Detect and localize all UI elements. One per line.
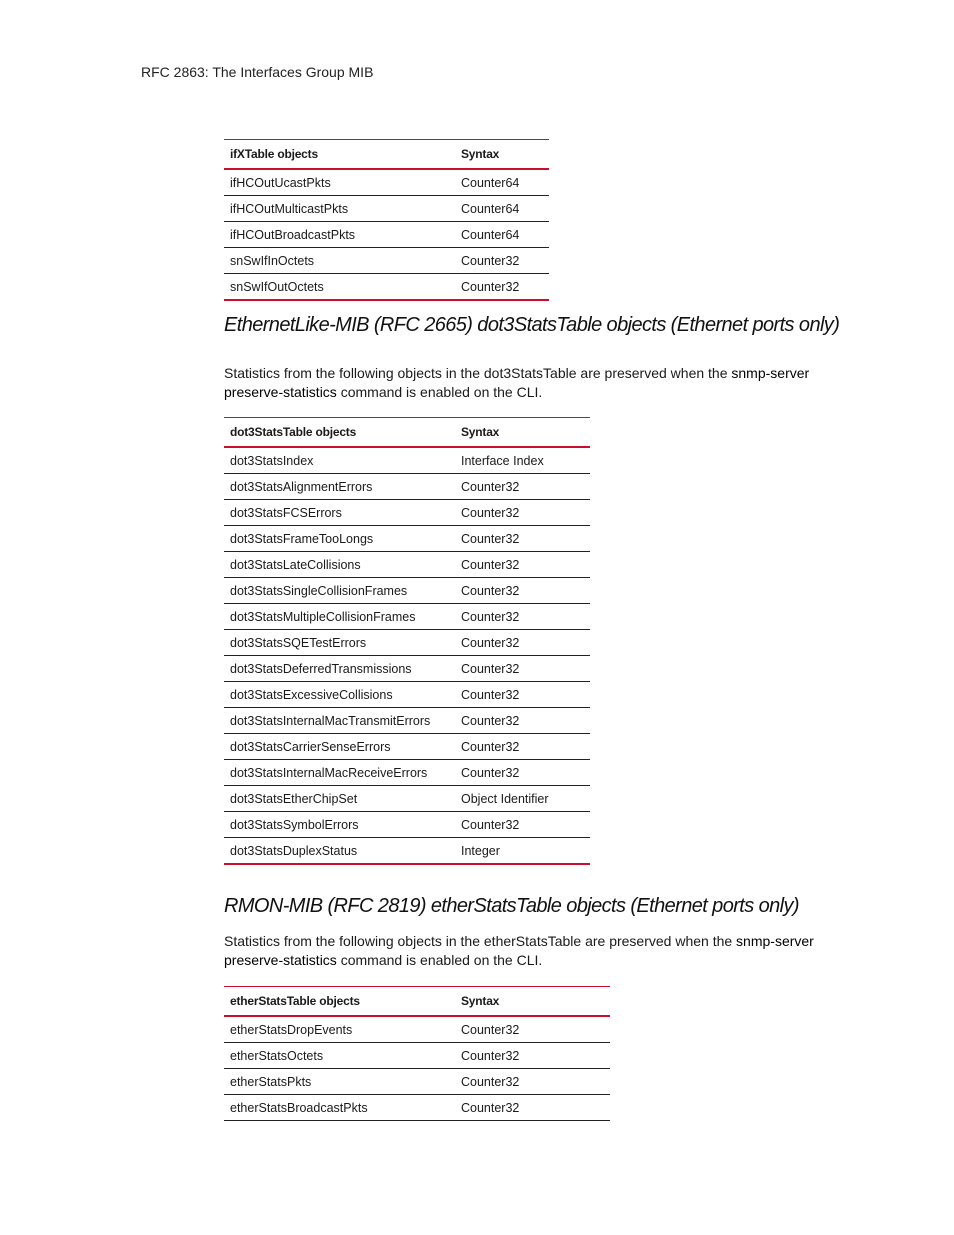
object-name-cell: snSwIfInOctets [224, 248, 455, 274]
syntax-cell: Counter64 [455, 169, 549, 196]
table-row [224, 222, 549, 248]
table-header-row [224, 987, 610, 1017]
column-header-syntax: Syntax [455, 987, 610, 1017]
syntax-cell: Counter32 [455, 552, 590, 578]
syntax-cell: Counter32 [455, 604, 590, 630]
column-header-objects: ifXTable objects [224, 140, 455, 170]
paragraph-text: command is enabled on the CLI. [336, 952, 543, 968]
table-row [224, 708, 590, 734]
syntax-cell: Counter32 [455, 500, 590, 526]
etherstatstable-objects-table [224, 986, 610, 1121]
object-name-cell: dot3StatsInternalMacTransmitErrors [224, 708, 455, 734]
table-row [224, 656, 590, 682]
column-header-syntax: Syntax [455, 140, 549, 170]
table-row [224, 812, 590, 838]
table-row [224, 196, 549, 222]
syntax-cell: Counter32 [455, 630, 590, 656]
table-row [224, 526, 590, 552]
syntax-cell: Counter32 [455, 274, 549, 301]
table-row [224, 552, 590, 578]
syntax-cell: Counter32 [455, 474, 590, 500]
object-name-cell: dot3StatsSQETestErrors [224, 630, 455, 656]
table-row [224, 248, 549, 274]
object-name-cell: dot3StatsDeferredTransmissions [224, 656, 455, 682]
object-name-cell: etherStatsDropEvents [224, 1016, 455, 1043]
object-name-cell: etherStatsOctets [224, 1043, 455, 1069]
table-header-row [224, 418, 590, 448]
object-name-cell: dot3StatsEtherChipSet [224, 786, 455, 812]
syntax-cell: Integer [455, 838, 590, 865]
syntax-cell: Counter32 [455, 248, 549, 274]
syntax-cell: Counter32 [455, 1016, 610, 1043]
running-header: RFC 2863: The Interfaces Group MIB [141, 64, 374, 80]
table-row [224, 838, 590, 865]
object-name-cell: dot3StatsCarrierSenseErrors [224, 734, 455, 760]
dot3statstable-objects-table [224, 417, 590, 865]
object-name-cell: ifHCOutMulticastPkts [224, 196, 455, 222]
syntax-cell: Counter32 [455, 578, 590, 604]
table-row [224, 786, 590, 812]
section-heading-rmon-mib: RMON-MIB (RFC 2819) etherStatsTable objects (Ethernet ports only) [224, 895, 799, 917]
object-name-cell: dot3StatsAlignmentErrors [224, 474, 455, 500]
command-name: snmp-server preserve-statistics [224, 933, 814, 968]
object-name-cell: etherStatsBroadcastPkts [224, 1095, 455, 1121]
table-row [224, 734, 590, 760]
table-row [224, 1095, 610, 1121]
table-header-row [224, 140, 549, 170]
table-row [224, 474, 590, 500]
paragraph-text: Statistics from the following objects in the dot3StatsTable are preserved when the [224, 365, 732, 381]
table-row [224, 630, 590, 656]
object-name-cell: ifHCOutBroadcastPkts [224, 222, 455, 248]
command-name: snmp-server preserve-statistics [224, 365, 810, 400]
object-name-cell: dot3StatsIndex [224, 447, 455, 474]
table-row [224, 1016, 610, 1043]
syntax-cell: Interface Index [455, 447, 590, 474]
syntax-cell: Counter32 [455, 1043, 610, 1069]
object-name-cell: dot3StatsLateCollisions [224, 552, 455, 578]
column-header-objects: etherStatsTable objects [224, 987, 455, 1017]
table-row [224, 1043, 610, 1069]
object-name-cell: dot3StatsFCSErrors [224, 500, 455, 526]
table-row [224, 169, 549, 196]
table-row [224, 604, 590, 630]
section-heading-ethernetlike-mib: EthernetLike-MIB (RFC 2665) dot3StatsTable objects (Ethernet ports only) [224, 314, 840, 336]
table-row [224, 500, 590, 526]
syntax-cell: Counter32 [455, 656, 590, 682]
syntax-cell: Counter32 [455, 734, 590, 760]
object-name-cell: dot3StatsSymbolErrors [224, 812, 455, 838]
syntax-cell: Counter32 [455, 682, 590, 708]
table-row [224, 447, 590, 474]
section-paragraph-dot3stats [224, 364, 864, 402]
section-paragraph-etherstats [224, 932, 864, 970]
syntax-cell: Counter32 [455, 1095, 610, 1121]
table-row [224, 1069, 610, 1095]
column-header-syntax: Syntax [455, 418, 590, 448]
paragraph-text: command is enabled on the CLI. [336, 384, 543, 400]
object-name-cell: dot3StatsExcessiveCollisions [224, 682, 455, 708]
object-name-cell: dot3StatsSingleCollisionFrames [224, 578, 455, 604]
syntax-cell: Object Identifier [455, 786, 590, 812]
paragraph-text: Statistics from the following objects in the etherStatsTable are preserved when the [224, 933, 737, 949]
syntax-cell: Counter64 [455, 222, 549, 248]
object-name-cell: dot3StatsInternalMacReceiveErrors [224, 760, 455, 786]
syntax-cell: Counter32 [455, 812, 590, 838]
table-row [224, 760, 590, 786]
syntax-cell: Counter32 [455, 526, 590, 552]
table-row [224, 578, 590, 604]
object-name-cell: snSwIfOutOctets [224, 274, 455, 301]
object-name-cell: dot3StatsFrameTooLongs [224, 526, 455, 552]
syntax-cell: Counter64 [455, 196, 549, 222]
object-name-cell: dot3StatsMultipleCollisionFrames [224, 604, 455, 630]
syntax-cell: Counter32 [455, 708, 590, 734]
ifxtable-objects-table [224, 139, 549, 301]
column-header-objects: dot3StatsTable objects [224, 418, 455, 448]
syntax-cell: Counter32 [455, 1069, 610, 1095]
object-name-cell: ifHCOutUcastPkts [224, 169, 455, 196]
syntax-cell: Counter32 [455, 760, 590, 786]
table-row [224, 274, 549, 301]
table-row [224, 682, 590, 708]
object-name-cell: etherStatsPkts [224, 1069, 455, 1095]
object-name-cell: dot3StatsDuplexStatus [224, 838, 455, 865]
